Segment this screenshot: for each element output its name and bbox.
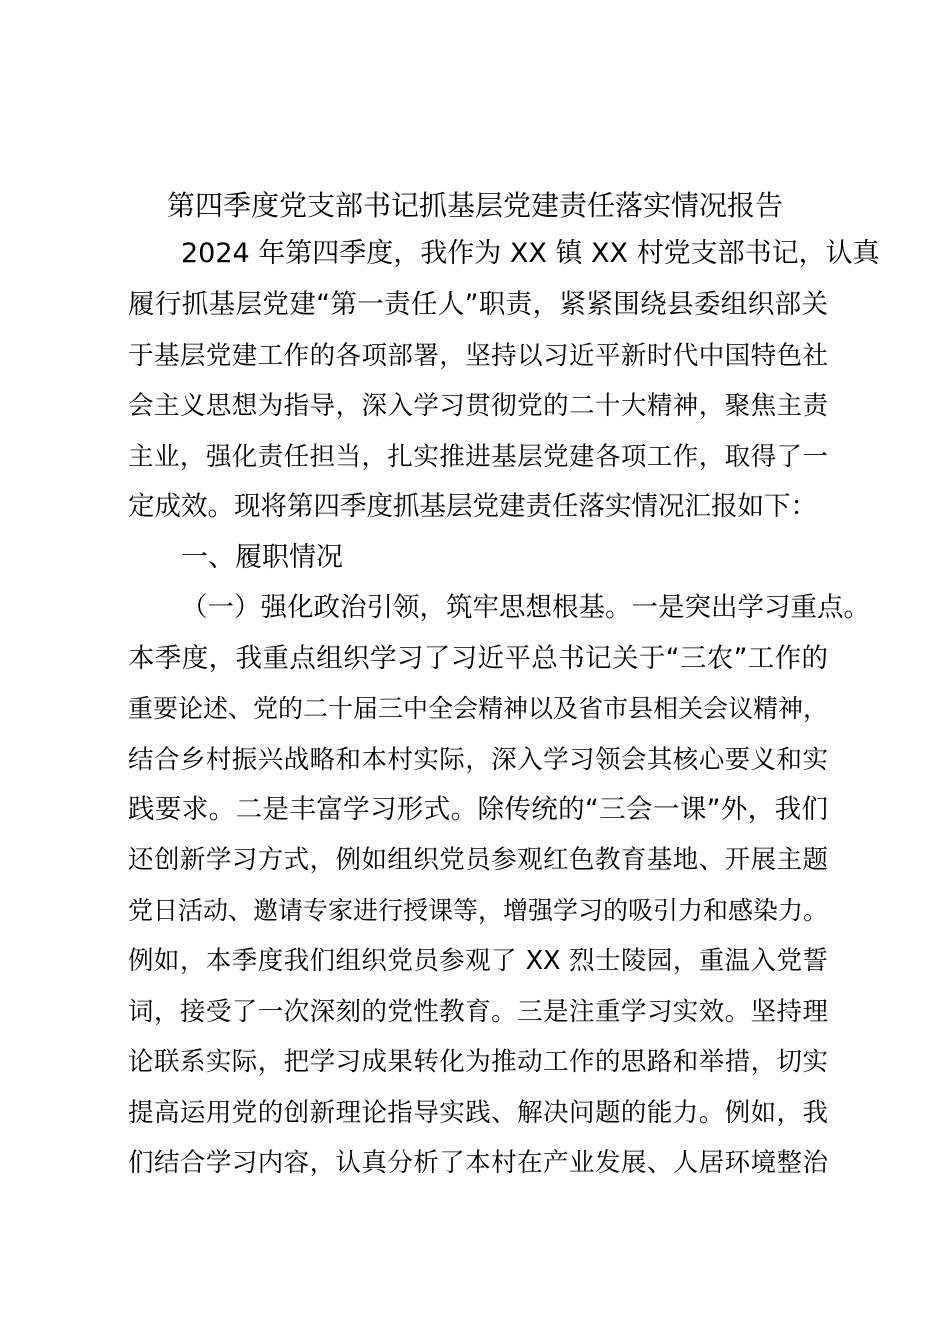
paragraph-line: 主业，强化责任担当，扎实推进基层党建各项工作，取得了一 xyxy=(128,442,828,472)
paragraph-line: 论联系实际，把学习成果转化为推动工作的思路和举措，切实 xyxy=(128,1047,828,1077)
paragraph-line: 党日活动、邀请专家进行授课等，增强学习的吸引力和感染力。 xyxy=(128,896,829,925)
paragraph-line: 们结合学习内容，认真分析了本村在产业发展、人居环境整治 xyxy=(128,1148,828,1178)
paragraph-line: 于基层党建工作的各项部署，坚持以习近平新时代中国特色社 xyxy=(128,341,828,371)
section-heading: 一、履职情况 xyxy=(181,542,343,573)
paragraph-line: 本季度，我重点组织学习了习近平总书记关于“三农”工作的 xyxy=(128,643,828,674)
paragraph-line: 2024 年第四季度，我作为 XX 镇 XX 村党支部书记，认真 xyxy=(181,238,880,269)
paragraph-line: 践要求。二是丰富学习形式。除传统的“三会一课”外，我们 xyxy=(128,794,828,825)
paragraph-line: 履行抓基层党建“第一责任人”职责，紧紧围绕县委组织部关 xyxy=(128,289,828,320)
paragraph-line: （一）强化政治引领，筑牢思想根基。一是突出学习重点。 xyxy=(181,592,870,623)
paragraph-line: 提高运用党的创新理论指导实践、解决问题的能力。例如，我 xyxy=(128,1098,828,1128)
paragraph-line: 定成效。现将第四季度抓基层党建责任落实情况汇报如下： xyxy=(128,491,817,522)
paragraph-line: 会主义思想为指导，深入学习贯彻党的二十大精神，聚焦主责 xyxy=(128,391,828,421)
document-title: 第四季度党支部书记抓基层党建责任落实情况报告 xyxy=(166,189,783,222)
paragraph-line: 结合乡村振兴战略和本村实际，深入学习领会其核心要义和实 xyxy=(128,745,828,775)
paragraph-line: 重要论述、党的二十届三中全会精神以及省市县相关会议精神， xyxy=(128,694,829,723)
paragraph-line: 词，接受了一次深刻的党性教育。三是注重学习实效。坚持理 xyxy=(128,997,828,1027)
paragraph-line: 例如，本季度我们组织党员参观了 XX 烈士陵园，重温入党誓 xyxy=(128,946,828,976)
paragraph-line: 还创新学习方式，例如组织党员参观红色教育基地、开展主题 xyxy=(128,845,828,875)
